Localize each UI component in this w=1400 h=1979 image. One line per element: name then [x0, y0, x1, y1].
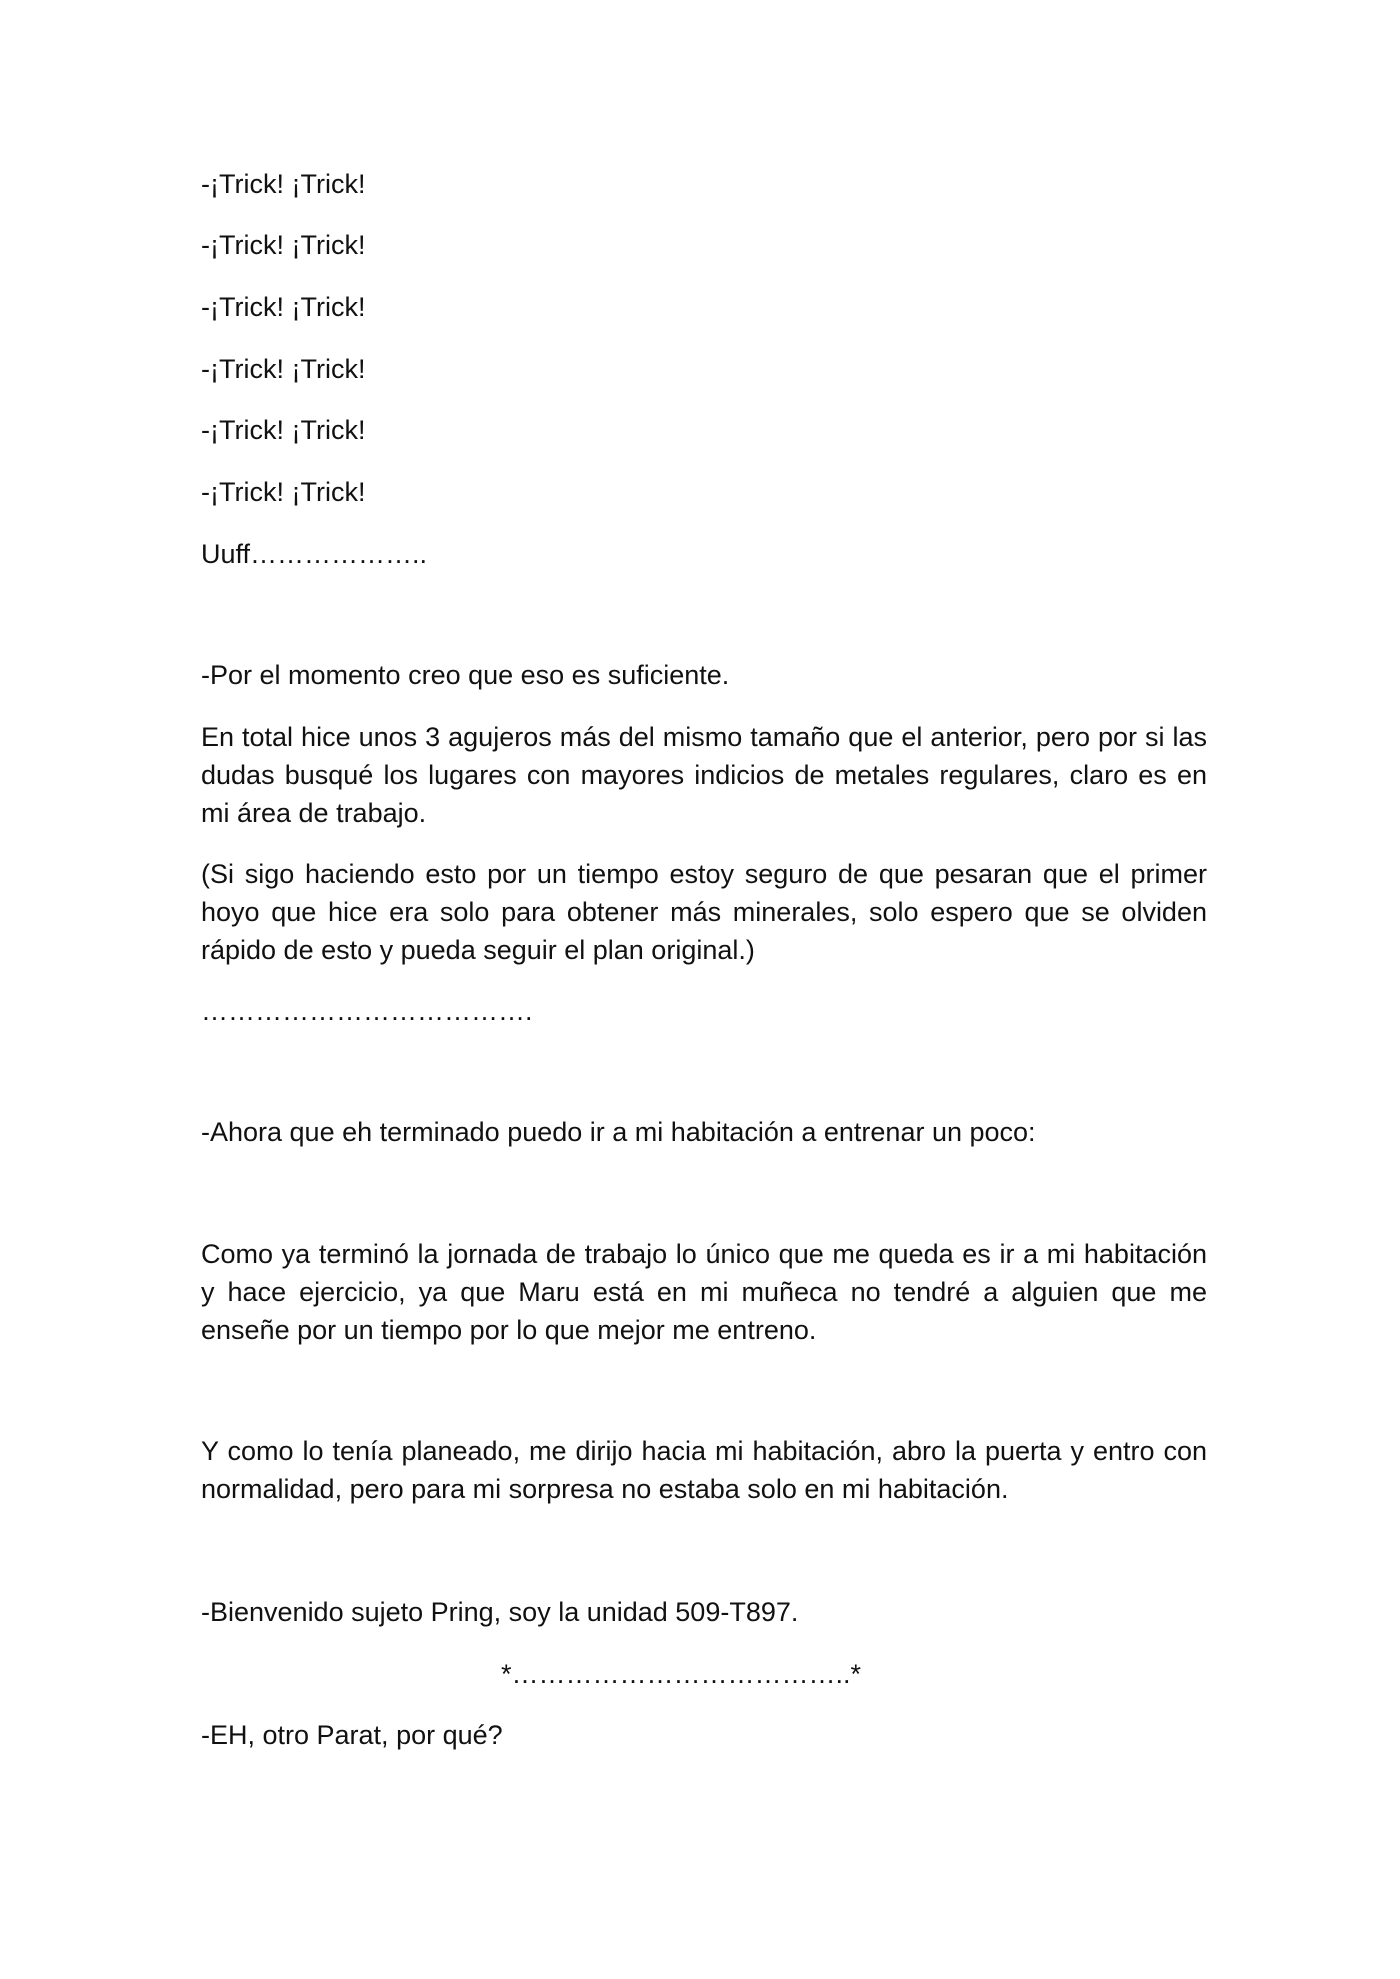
dialogue-line-trick-6: -¡Trick! ¡Trick!	[201, 477, 366, 507]
paragraph-planeado: Y como lo tenía planeado, me dirijo hacia mi habitación, abro la puerta y entro con normalidad, pero para mi sorpresa no estaba solo en mi habitación.	[201, 1436, 1207, 1504]
dialogue-line-bienvenido: -Bienvenido sujeto Pring, soy la unidad 509-T897.	[201, 1597, 799, 1627]
dialogue-line-trick-4: -¡Trick! ¡Trick!	[201, 354, 366, 384]
dialogue-line-trick-3: -¡Trick! ¡Trick!	[201, 292, 366, 322]
dialogue-line-parat: -EH, otro Parat, por qué?	[201, 1720, 503, 1750]
paragraph-total: En total hice unos 3 agujeros más del mismo tamaño que el anterior, pero por si las dudas busqué los lugares con mayores indicios de metales regulares, claro es en mi área de trabajo.	[201, 722, 1207, 828]
paragraph-sigo: (Si sigo haciendo esto por un tiempo estoy seguro de que pesaran que el primer hoyo que hice era solo para obtener más minerales, solo espero que se olviden rápido de esto y pueda seguir el plan original.)	[201, 859, 1207, 965]
line-uff: Uuff………………..	[201, 539, 428, 569]
dialogue-line-momento: -Por el momento creo que eso es suficiente.	[201, 660, 730, 690]
dialogue-line-ahora: -Ahora que eh terminado puedo ir a mi habitación a entrenar un poco:	[201, 1117, 1036, 1147]
dialogue-line-trick-5: -¡Trick! ¡Trick!	[201, 415, 366, 445]
asterisk-ellipsis-line: *………………………………..*	[501, 1659, 862, 1689]
dialogue-line-trick-1: -¡Trick! ¡Trick!	[201, 169, 366, 199]
dialogue-line-trick-2: -¡Trick! ¡Trick!	[201, 230, 366, 260]
ellipsis-line: ……………………………….	[201, 996, 533, 1026]
paragraph-jornada: Como ya terminó la jornada de trabajo lo único que me queda es ir a mi habitación y hace ejercicio, ya que Maru está en mi muñeca no tendré a alguien que me enseñe por un tiempo por lo que mejor me entreno.	[201, 1239, 1207, 1345]
